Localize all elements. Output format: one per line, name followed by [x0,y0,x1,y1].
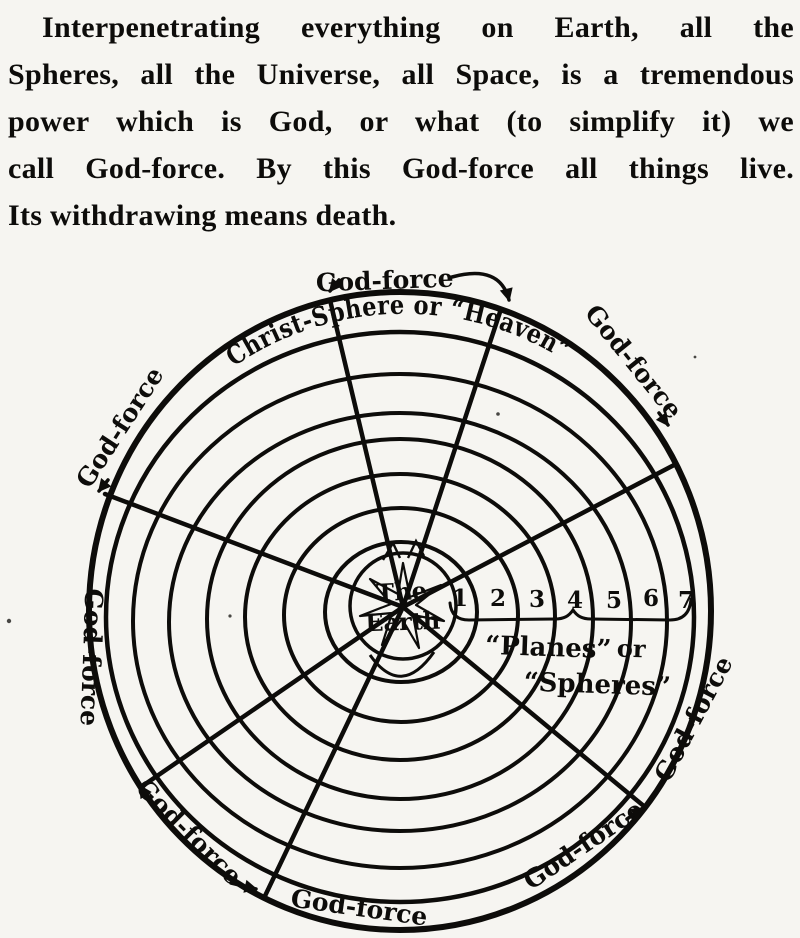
paragraph-line-4: call God-force. By this God-force all things live. [8,152,794,185]
god-force-label-right: God-force [648,651,739,787]
planes-caption [485,631,672,703]
ink-speck [496,412,500,416]
planes-caption-word2: or [616,633,647,664]
plane-number-3: 3 [528,586,546,613]
paragraph-line-2: Spheres, all the Universe, all Space, is a tremendous [8,58,794,91]
christ-sphere-label: Christ-Sphere or “Heaven” [221,290,578,373]
ink-speck [228,614,231,617]
god-force-label-upper-left: God-force [70,361,170,493]
god-force-label-top: God-force [315,263,454,298]
plane-number-2: 2 [489,585,507,612]
ink-speck [694,356,697,359]
spoke-left-upper [105,494,403,607]
god-force-label-lower-left: God-force [130,773,248,891]
plane-number-4: 4 [566,587,584,614]
planes-caption-word3: “Spheres” [523,667,672,703]
planes-caption-word1: “Planes” [484,630,612,666]
paragraph-line-3: power which is God, or what (to simplify it) we [8,105,794,138]
earth-label-line2: Earth [364,605,441,638]
plane-number-5: 5 [605,587,623,614]
paragraph-line-5: Its withdrawing means death. [8,199,397,232]
earth-label-line1: The [375,575,428,608]
spoke-top-left [330,300,403,607]
ink-speck [7,619,11,623]
plane-number-1: 1 [451,585,469,612]
god-force-label-left: God-force [74,588,109,727]
god-force-label-top-right: God-force [579,299,689,425]
spoke-lower-left [141,607,403,787]
god-force-label-bottom-right: God-force [518,794,649,896]
earth-label [365,576,441,638]
plane-number-7: 7 [677,587,695,614]
spoke-bottom-left [264,607,403,898]
plane-number-6: 6 [642,585,660,612]
paragraph-line-1: Interpenetrating everything on Earth, all the [42,11,794,44]
god-force-label-bottom: God-force [289,883,430,932]
